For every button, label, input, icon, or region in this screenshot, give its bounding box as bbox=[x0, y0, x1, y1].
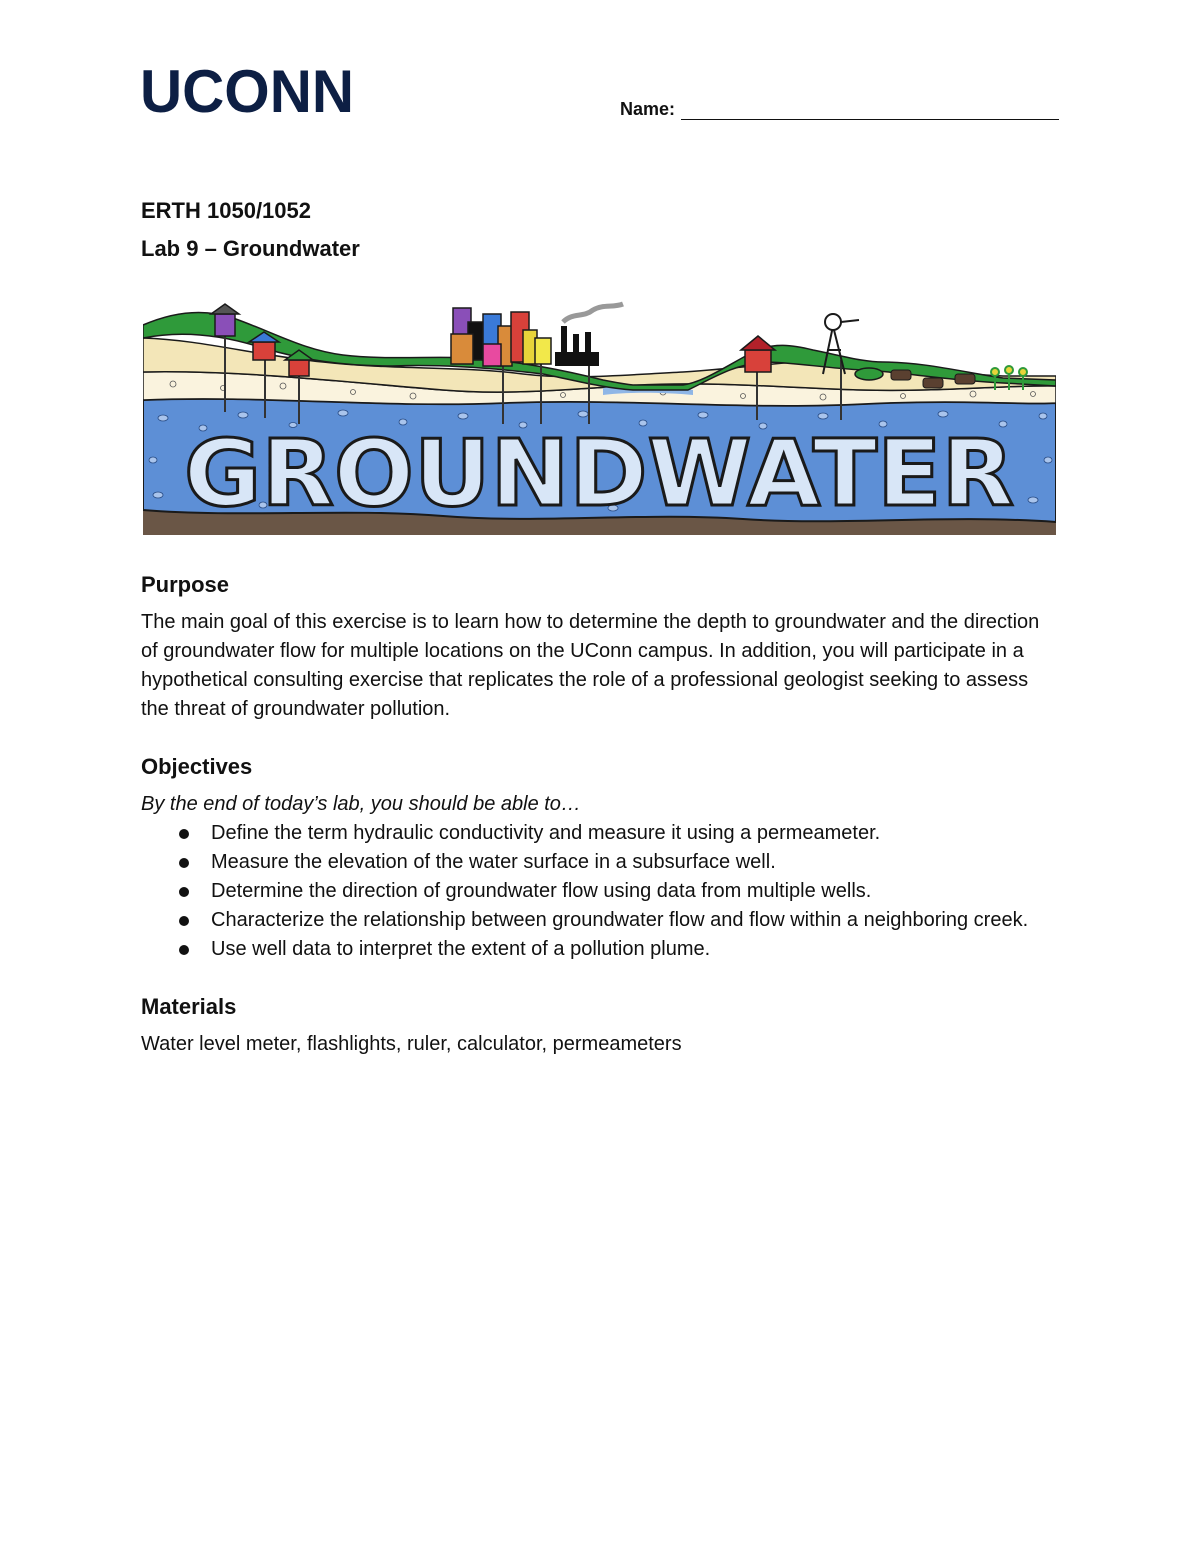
factory bbox=[555, 326, 599, 366]
objective-item bbox=[141, 906, 1061, 935]
course-heading bbox=[141, 192, 360, 268]
objective-text: Define the term hydraulic conductivity and measure it using a permeameter. bbox=[211, 822, 881, 844]
city-buildings bbox=[451, 308, 551, 366]
objectives-intro: By the end of today’s lab, you should be able to… bbox=[141, 793, 581, 815]
bullet-icon bbox=[179, 945, 189, 955]
objective-text: Characterize the relationship between groundwater flow and flow within a neighboring creek. bbox=[211, 909, 1029, 931]
objectives-list bbox=[141, 819, 1061, 964]
objective-item bbox=[141, 848, 1061, 877]
smoke bbox=[563, 304, 623, 322]
name-field bbox=[620, 99, 1059, 120]
course-code: ERTH 1050/1052 bbox=[141, 198, 311, 223]
uconn-logo-text: UCONN bbox=[140, 62, 354, 118]
uconn-logo bbox=[140, 62, 356, 118]
materials-heading: Materials bbox=[141, 994, 237, 1019]
objectives-section bbox=[141, 752, 1061, 964]
water-tank bbox=[855, 368, 883, 380]
objective-text: Use well data to interpret the extent of a pollution plume. bbox=[211, 938, 711, 960]
banner-title: GROUNDWATER bbox=[184, 420, 1014, 527]
objectives-heading: Objectives bbox=[141, 754, 253, 779]
purpose-section bbox=[141, 570, 1061, 724]
purpose-heading: Purpose bbox=[141, 572, 230, 597]
objective-item bbox=[141, 877, 1061, 906]
bullet-icon bbox=[179, 829, 189, 839]
objective-item bbox=[141, 935, 1061, 964]
materials-section bbox=[141, 992, 1061, 1059]
bullet-icon bbox=[179, 887, 189, 897]
lab-content bbox=[141, 570, 1061, 1087]
purpose-text: The main goal of this exercise is to learn how to determine the depth to groundwater and the direction of groundwater flow for multiple locations on the UConn campus. In addition, you will participate in a hypothetical consulting exercise that replicates the role of a professional geologist seeking to assess the threat of groundwater pollution. bbox=[141, 611, 1040, 720]
objective-text: Determine the direction of groundwater flow using data from multiple wells. bbox=[211, 880, 872, 902]
groundwater-banner bbox=[143, 300, 1056, 535]
materials-text: Water level meter, flashlights, ruler, calculator, permeameters bbox=[141, 1033, 682, 1055]
bullet-icon bbox=[179, 916, 189, 926]
bullet-icon bbox=[179, 858, 189, 868]
objective-text: Measure the elevation of the water surface in a subsurface well. bbox=[211, 851, 776, 873]
name-input-line[interactable] bbox=[681, 99, 1059, 120]
lab-title: Lab 9 – Groundwater bbox=[141, 236, 360, 261]
name-label: Name: bbox=[620, 99, 676, 119]
objective-item bbox=[141, 819, 1061, 848]
